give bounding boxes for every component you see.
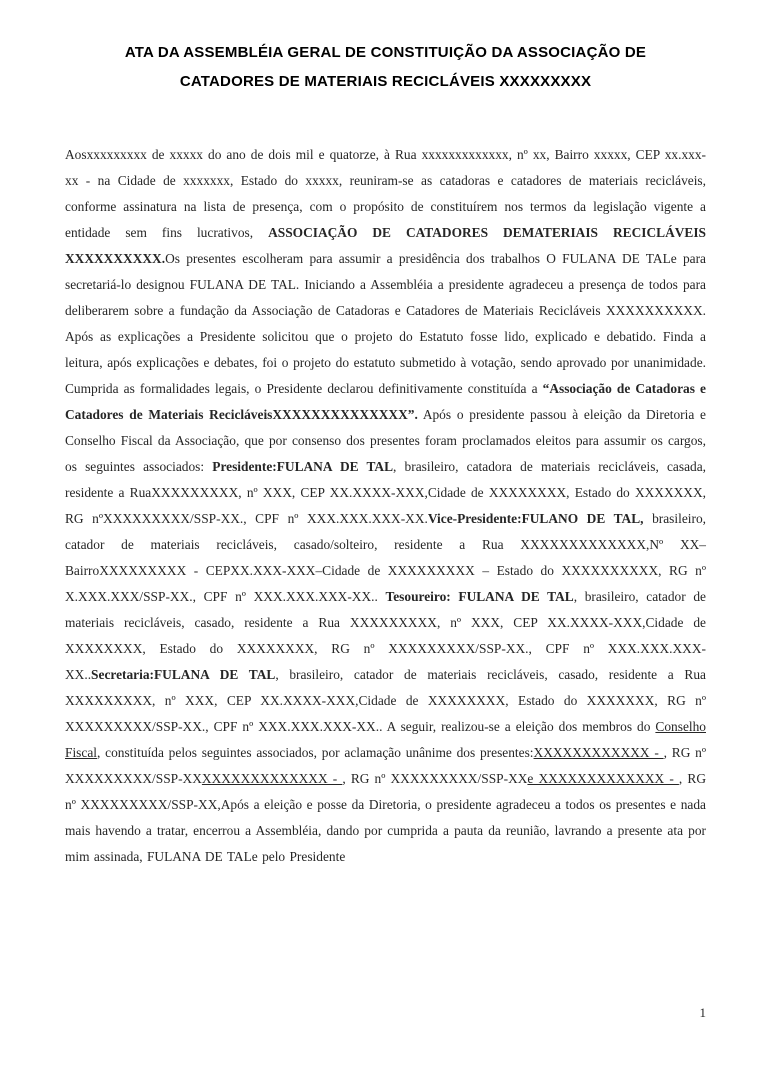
text-run: , brasileiro, catadora de materiais recicláveis, casada, residente a RuaXXXXXXXXX, nº XXX, CEP XX.XXXX-XXX,Cidade de XXXXXXXX, Estado do XXXXXXX, RG nºXXXXXXXXX/SSP-XX., CPF nº XXX.XXX.XXX-XX.: [65, 459, 707, 526]
text-run: XXXXXXXXXXXXX -: [201, 771, 343, 786]
text-run: brasileiro, catador de materiais recicláveis, casado/solteiro, residente a Rua XXXXXXXXXXXXX,Nº XX– BairroXXXXXXXXX - CEPXX.XXX-XXX–Cidade de XXXXXXXXX – Estado do XXXXXXXXXX, RG nº X.XXX.XXX/SSP-XX., CPF nº XXX.XXX.XXX-XX..: [65, 511, 706, 604]
document-title: ATA DA ASSEMBLÉIA GERAL DE CONSTITUIÇÃO DA ASSOCIAÇÃO DE CATADORES DE MATERIAIS RECICLÁVEIS XXXXXXXXX: [124, 44, 647, 90]
text-run: Após o presidente passou à eleição da Diretoria e Conselho Fiscal da Associação, que por consenso dos presentes foram proclamados eleitos para assumir os cargos, os seguintes associados:: [65, 407, 706, 474]
text-run: XXXXXXXXXXXX -: [533, 745, 664, 760]
text-run: , constituída pelos seguintes associados, por aclamação unânime dos presentes:: [97, 745, 534, 760]
text-run: “Associação de Catadoras e Catadores de Materiais RecicláveisXXXXXXXXXXXXXX”.: [65, 381, 706, 422]
text-run: , brasileiro, catador de materiais recicláveis, casado, residente a Rua XXXXXXXXX, nº XXX, CEP XX.XXXX-XXX,Cidade de XXXXXXXX, Estado do XXXXXXX, RG nº XXXXXXXXX/SSP-XX., CPF nº XXX.XXX.XXX-XX.. A seguir, realizou-se a eleição dos membros do: [65, 667, 706, 734]
page-number: 1: [699, 1005, 706, 1020]
text-run: Os presentes escolheram para assumir a presidência dos trabalhos O FULANA DE TALe para secretariá-lo designou FULANA DE TAL. Iniciando a Assembléia a presidente agradeceu a presença de todos para deliberarem sobre a fundação da Associação de Catadoras e Catadores de Materiais Recicláveis XXXXXXXXXX. Após as explicações a Presidente solicitou que o projeto do Estatuto fosse lido, explicado e debatido. Finda a leitura, após explicações e debates, foi o projeto do estatuto submetido à votação, sendo aprovado por unanimidade. Cumprida as formalidades legais, o Presidente declarou definitivamente constituída a: [65, 251, 706, 396]
text-run: Vice-Presidente:FULANO DE TAL,: [427, 511, 644, 526]
text-run: e XXXXXXXXXXXXX -: [527, 771, 679, 786]
text-run: Aosxxxxxxxxx de xxxxx do ano de dois mil e quatorze, à Rua xxxxxxxxxxxxx, nº xx, Bairro xxxxx, CEP xx.xxx-xx - na Cidade de xxxxxxx, Estado do xxxxx, reuniram-se as catadoras e catadores de materiais recicláveis, conforme assinatura na lista de presença, com o propósito de constituírem nos termos da legislação vigente a entidade sem fins lucrativos,: [65, 147, 706, 240]
text-run: Tesoureiro: FULANA DE TAL: [385, 589, 574, 604]
text-run: , brasileiro, catador de materiais recicláveis, casado, residente a Rua XXXXXXXXX, nº XXX, CEP XX.XXXX-XXX,Cidade de XXXXXXXX, Estado do XXXXXXXX, RG nº XXXXXXXXX/SSP-XX., CPF nº XXX.XXX.XXX-XX..: [65, 589, 706, 682]
text-run: , RG nº XXXXXXXXX/SSP-XX,Após a eleição e posse da Diretoria, o presidente agradeceu a todos os presentes e nada mais havendo a tratar, encerrou a Assembléia, dando por cumprida a pauta da reunião, lavrando a presente ata por mim assinada, FULANA DE TALe pelo Presidente: [65, 771, 706, 864]
text-run: Presidente:FULANA DE TAL: [212, 459, 394, 474]
text-run: , RG nº XXXXXXXXX/SSP-XX: [65, 745, 706, 786]
document-body: [65, 142, 706, 870]
text-run: ASSOCIAÇÃO DE CATADORES DEMATERIAIS RECICLÁVEIS XXXXXXXXXX.: [65, 225, 706, 266]
text-run: Secretaria:FULANA DE TAL: [91, 667, 276, 682]
text-run: , RG nº XXXXXXXXX/SSP-XX: [342, 771, 528, 786]
text-run: Conselho Fiscal: [65, 719, 706, 760]
